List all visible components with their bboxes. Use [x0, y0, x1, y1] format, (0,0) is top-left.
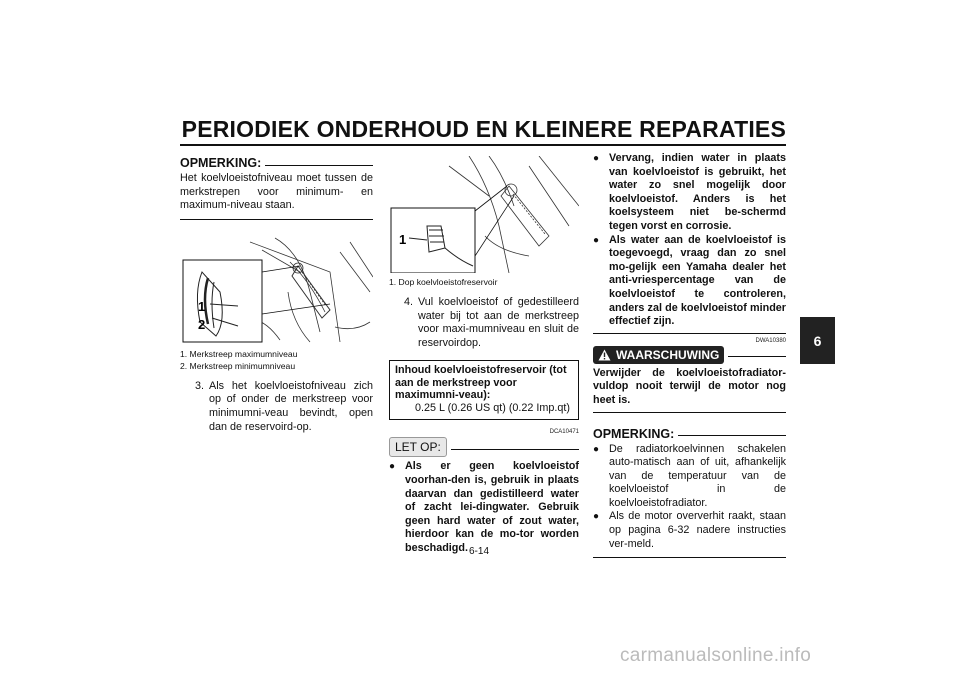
bullet-text: Als water aan de koelvloeistof is toegevoegd, vraag dan zo snel mo-gelijk een Yamaha dealer het anti-vriespercentage van de koelvloeistof te controleren, anders zal de koelvloeistof minder effectief zijn. [609, 233, 786, 328]
heading-rule [728, 356, 786, 357]
figure-label-1: 1 [399, 232, 407, 247]
figure-label-2: 2 [198, 316, 206, 332]
bullet-item [593, 234, 786, 329]
coolant-reservoir-illustration [180, 232, 373, 344]
page-header-title: PERIODIEK ONDERHOUD EN KLEINERE REPARATIES [181, 116, 786, 142]
reservoir-cap-illustration [389, 156, 579, 273]
note-text: Het koelvloeistofniveau moet tussen de merkstrepen voor minimum- en maximum-niveau staan. [180, 172, 373, 212]
note-bullet [593, 510, 786, 551]
note-heading-label: OPMERKING: [180, 156, 262, 170]
note-heading [593, 427, 786, 441]
header-rule [180, 144, 786, 146]
warning-text: Verwijder de koelvloeistofradiator-vuldop nooit terwijl de motor nog heet is. [593, 366, 786, 406]
caption-cap: 1. Dop koelvloeistofreservoir [389, 277, 498, 287]
step-number: 3. [194, 379, 204, 392]
step-number: 4. [403, 296, 413, 308]
step-text: Vul koelvloeistof of gedestilleerd water bij tot aan de merkstreep voor maxi-mumniveau en sluit de reservoirdop. [418, 296, 579, 349]
bullet-icon: ● [593, 234, 600, 246]
chapter-tab: 6 [800, 317, 835, 364]
column-2 [389, 156, 579, 556]
heading-rule [265, 165, 373, 166]
bullet-icon: ● [593, 443, 600, 455]
note-bullet [593, 443, 786, 511]
warning-label: WAARSCHUWING [616, 347, 720, 362]
notice-bullet [389, 460, 579, 555]
column-3 [593, 152, 786, 558]
heading-rule [678, 435, 786, 436]
step-3 [180, 380, 373, 434]
bullet-icon: ● [389, 461, 396, 473]
spec-value: 0.25 L (0.26 US qt) (0.22 Imp.qt) [415, 401, 571, 414]
notice-text: Als er geen koelvloeistof voorhan-den is, gebruik in plaats daarvan dan gedistilleerd water of zacht lei-dingwater. Gebruik geen hard water of zout water, hierdoor kan de mo-tor worden beschadigd. [405, 460, 579, 554]
heading-rule [451, 449, 579, 450]
notice-code: DCA10471 [549, 429, 579, 436]
column-1 [180, 156, 373, 434]
warning-triangle-icon [598, 349, 611, 361]
bullet-item [593, 152, 786, 234]
capacity-spec-box [389, 360, 579, 420]
watermark: carmanualsonline.info [620, 645, 812, 666]
step-text: Als het koelvloeistofniveau zich op of onder de merkstreep voor minimumni-veau bevindt, open dan de reservoird-op. [209, 379, 373, 433]
step-4 [389, 296, 579, 350]
spec-title: Inhoud koelvloeistofreservoir (tot aan de merkstreep voor maximumni-veau): [395, 364, 567, 402]
warning-heading [593, 346, 786, 364]
note-bullet-text: Als de motor oververhit raakt, staan op pagina 6-32 nadere instructies ver-meld. [609, 510, 786, 550]
notice-heading [389, 437, 579, 457]
caption-2: 2. Merkstreep minimumniveau [180, 360, 296, 371]
warning-code: DWA10380 [755, 337, 786, 344]
page-number: 6-14 [468, 546, 489, 557]
coolant-level-figure [180, 232, 373, 344]
bullet-text: Vervang, indien water in plaats van koelvloeistof is gebruikt, het water zo snel mogelijk door koelvloeistof. Anders is het koelsysteem niet be-schermd tegen vorst en corrosie. [609, 152, 786, 232]
section-rule [593, 333, 786, 334]
reservoir-cap-figure [389, 156, 579, 273]
note-end-rule [593, 557, 786, 558]
note-end-rule [180, 219, 373, 220]
caption-1: 1. Merkstreep maximumniveau [180, 348, 298, 359]
bullet-icon: ● [593, 153, 600, 164]
warning-end-rule [593, 412, 786, 413]
note-heading [180, 156, 373, 170]
note-bullet-text: De radiatorkoelvinnen schakelen auto-matisch aan of uit, afhankelijk van de temperatuur van de koelvloeistof in de koelvloeistofradiator. [609, 442, 786, 509]
figure-label-1: 1 [198, 298, 206, 314]
warning-badge [593, 346, 724, 364]
notice-badge: LET OP: [389, 437, 447, 457]
bullet-icon: ● [593, 511, 600, 523]
note-heading-label: OPMERKING: [593, 426, 675, 441]
